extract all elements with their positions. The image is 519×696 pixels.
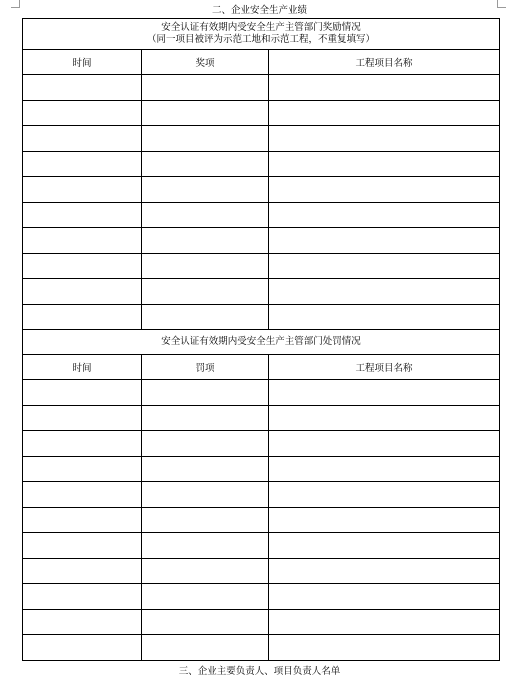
penalty-row	[23, 635, 500, 661]
reward-cell-project-name[interactable]	[269, 304, 500, 330]
reward-cell-project-name[interactable]	[269, 151, 500, 177]
safety-record-table	[22, 18, 500, 661]
penalty-cell-project-name[interactable]	[269, 380, 500, 406]
reward-caption-line2: （同一项目被评为示范工地和示范工程，不重复填写）	[147, 34, 376, 45]
reward-cell-item[interactable]	[142, 126, 269, 152]
penalty-cell-time[interactable]	[23, 507, 142, 533]
penalty-header-row	[23, 355, 500, 380]
penalty-cell-item[interactable]	[142, 558, 269, 584]
reward-cell-time[interactable]	[23, 304, 142, 330]
penalty-row	[23, 558, 500, 584]
penalty-cell-project-name[interactable]	[269, 635, 500, 661]
penalty-cell-item[interactable]	[142, 456, 269, 482]
reward-row	[23, 228, 500, 254]
penalty-cell-item[interactable]	[142, 584, 269, 610]
reward-cell-project-name[interactable]	[269, 75, 500, 101]
reward-caption	[23, 19, 500, 50]
penalty-cell-time[interactable]	[23, 533, 142, 559]
penalty-row	[23, 431, 500, 457]
penalty-cell-time[interactable]	[23, 558, 142, 584]
penalty-cell-item[interactable]	[142, 431, 269, 457]
penalty-cell-item[interactable]	[142, 609, 269, 635]
reward-row	[23, 202, 500, 228]
reward-cell-project-name[interactable]	[269, 253, 500, 279]
penalty-row	[23, 456, 500, 482]
reward-cell-item[interactable]	[142, 304, 269, 330]
penalty-row	[23, 533, 500, 559]
penalty-row	[23, 482, 500, 508]
reward-cell-project-name[interactable]	[269, 202, 500, 228]
penalty-cell-project-name[interactable]	[269, 456, 500, 482]
penalty-cell-time[interactable]	[23, 584, 142, 610]
reward-cell-item[interactable]	[142, 75, 269, 101]
reward-cell-time[interactable]	[23, 126, 142, 152]
reward-caption-line1: 安全认证有效期内受安全生产主管部门奖励情况	[161, 22, 361, 33]
penalty-cell-time[interactable]	[23, 380, 142, 406]
reward-cell-item[interactable]	[142, 100, 269, 126]
reward-cell-project-name[interactable]	[269, 228, 500, 254]
reward-row	[23, 253, 500, 279]
penalty-row	[23, 405, 500, 431]
penalty-cell-project-name[interactable]	[269, 609, 500, 635]
penalty-cell-project-name[interactable]	[269, 405, 500, 431]
penalty-header-penalty: 罚项	[142, 355, 269, 380]
penalty-cell-time[interactable]	[23, 609, 142, 635]
reward-row	[23, 151, 500, 177]
reward-header-award: 奖项	[142, 50, 269, 75]
penalty-header-project-name: 工程项目名称	[269, 355, 500, 380]
reward-cell-item[interactable]	[142, 253, 269, 279]
reward-cell-time[interactable]	[23, 228, 142, 254]
reward-cell-time[interactable]	[23, 253, 142, 279]
penalty-cell-project-name[interactable]	[269, 507, 500, 533]
reward-cell-project-name[interactable]	[269, 126, 500, 152]
penalty-cell-project-name[interactable]	[269, 558, 500, 584]
penalty-row	[23, 507, 500, 533]
reward-cell-item[interactable]	[142, 177, 269, 203]
reward-caption-row	[23, 19, 500, 50]
penalty-cell-item[interactable]	[142, 405, 269, 431]
penalty-cell-project-name[interactable]	[269, 482, 500, 508]
reward-row	[23, 126, 500, 152]
reward-row	[23, 177, 500, 203]
reward-row	[23, 100, 500, 126]
reward-cell-time[interactable]	[23, 279, 142, 305]
reward-cell-project-name[interactable]	[269, 177, 500, 203]
reward-cell-item[interactable]	[142, 279, 269, 305]
penalty-caption: 安全认证有效期内受安全生产主管部门处罚情况	[23, 330, 500, 355]
section-title-personnel: 三、企业主要负责人、项目负责人名单	[178, 666, 341, 677]
penalty-cell-time[interactable]	[23, 456, 142, 482]
penalty-cell-project-name[interactable]	[269, 584, 500, 610]
penalty-cell-item[interactable]	[142, 533, 269, 559]
penalty-caption-row	[23, 330, 500, 355]
penalty-cell-item[interactable]	[142, 482, 269, 508]
penalty-row	[23, 584, 500, 610]
reward-cell-project-name[interactable]	[269, 100, 500, 126]
reward-cell-time[interactable]	[23, 151, 142, 177]
penalty-cell-time[interactable]	[23, 431, 142, 457]
reward-header-project-name: 工程项目名称	[269, 50, 500, 75]
penalty-row	[23, 609, 500, 635]
reward-row	[23, 279, 500, 305]
reward-cell-time[interactable]	[23, 202, 142, 228]
penalty-cell-project-name[interactable]	[269, 533, 500, 559]
reward-cell-time[interactable]	[23, 177, 142, 203]
reward-cell-time[interactable]	[23, 75, 142, 101]
penalty-cell-time[interactable]	[23, 405, 142, 431]
penalty-cell-item[interactable]	[142, 635, 269, 661]
reward-header-row	[23, 50, 500, 75]
section-title-performance: 二、企业安全生产业绩	[211, 5, 307, 16]
reward-cell-item[interactable]	[142, 151, 269, 177]
reward-row	[23, 304, 500, 330]
reward-header-time: 时间	[23, 50, 142, 75]
reward-row	[23, 75, 500, 101]
penalty-cell-time[interactable]	[23, 482, 142, 508]
reward-cell-item[interactable]	[142, 228, 269, 254]
penalty-cell-time[interactable]	[23, 635, 142, 661]
penalty-row	[23, 380, 500, 406]
penalty-cell-item[interactable]	[142, 380, 269, 406]
penalty-cell-item[interactable]	[142, 507, 269, 533]
reward-cell-item[interactable]	[142, 202, 269, 228]
reward-cell-project-name[interactable]	[269, 279, 500, 305]
penalty-cell-project-name[interactable]	[269, 431, 500, 457]
reward-cell-time[interactable]	[23, 100, 142, 126]
penalty-header-time: 时间	[23, 355, 142, 380]
